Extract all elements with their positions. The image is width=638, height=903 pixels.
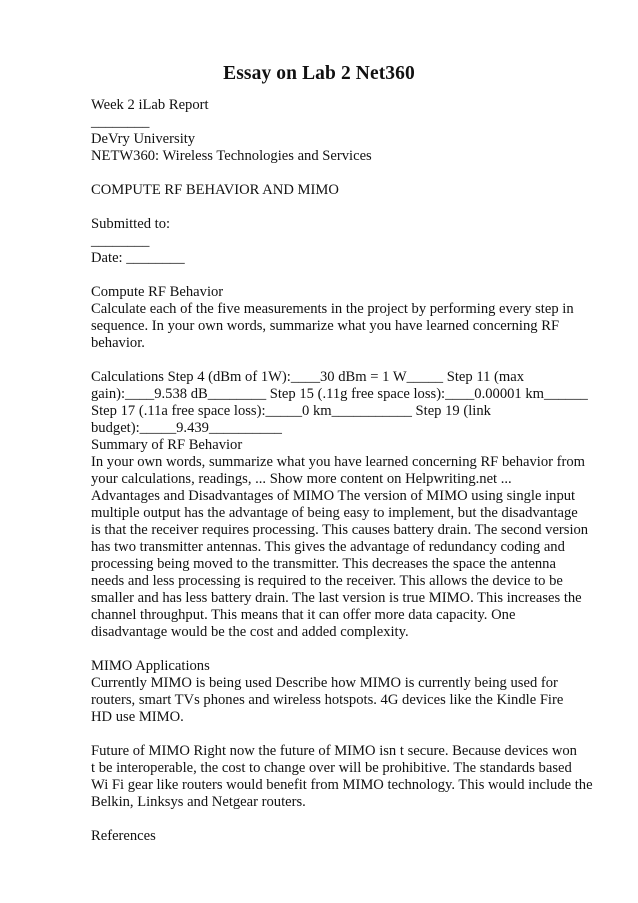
text-line: NETW360: Wireless Technologies and Services xyxy=(91,148,372,164)
text-line: MIMO Applications xyxy=(91,658,210,674)
text-line: ________ xyxy=(91,233,150,249)
text-line: needs and less processing is required to the receiver. This allows the device to be xyxy=(91,573,563,589)
text-line: Compute RF Behavior xyxy=(91,284,224,300)
text-line: In your own words, summarize what you have learned concerning RF behavior from xyxy=(91,454,586,470)
text-line: t be interoperable, the cost to change over will be prohibitive. The standards based xyxy=(91,760,572,776)
text-line: smaller and has less battery drain. The last version is true MIMO. This increases the xyxy=(91,590,582,606)
text-line: disadvantage would be the cost and added complexity. xyxy=(91,624,409,640)
text-line: has two transmitter antennas. This gives the advantage of redundancy coding and xyxy=(91,539,565,555)
text-line: Date: ________ xyxy=(91,250,185,266)
text-line: Calculate each of the five measurements in the project by performing every step in xyxy=(91,301,574,317)
text-line: multiple output has the advantage of being easy to implement, but the disadvantage xyxy=(91,505,578,521)
text-line: Belkin, Linksys and Netgear routers. xyxy=(91,794,306,810)
document-title: Essay on Lab 2 Net360 xyxy=(223,63,415,84)
text-line: References xyxy=(91,828,156,844)
text-line: HD use MIMO. xyxy=(91,709,184,725)
text-line: sequence. In your own words, summarize what you have learned concerning RF xyxy=(91,318,560,334)
text-line: ________ xyxy=(91,114,150,130)
text-line: Calculations Step 4 (dBm of 1W):____30 dBm = 1 W_____ Step 11 (max xyxy=(91,369,525,385)
text-line: Wi Fi gear like routers would benefit from MIMO technology. This would include the xyxy=(91,777,593,793)
text-line: gain):____9.538 dB________ Step 15 (.11g free space loss):____0.00001 km______ xyxy=(91,386,588,402)
text-line: Currently MIMO is being used Describe how MIMO is currently being used for xyxy=(91,675,558,691)
text-line: DeVry University xyxy=(91,131,196,147)
text-line: Week 2 iLab Report xyxy=(91,97,209,113)
text-line: is that the receiver requires processing. This causes battery drain. The second version xyxy=(91,522,589,538)
text-line: processing being moved to the transmitter. This decreases the space the antenna xyxy=(91,556,556,572)
text-line: Future of MIMO Right now the future of MIMO isn t secure. Because devices won xyxy=(91,743,577,759)
text-line: behavior. xyxy=(91,335,145,351)
text-line: Advantages and Disadvantages of MIMO The version of MIMO using single input xyxy=(91,488,576,504)
text-line: Submitted to: xyxy=(91,216,171,232)
text-line: Summary of RF Behavior xyxy=(91,437,243,453)
text-line: Step 17 (.11a free space loss):_____0 km___________ Step 19 (link xyxy=(91,403,491,419)
text-line: COMPUTE RF BEHAVIOR AND MIMO xyxy=(91,182,339,198)
text-line: budget):_____9.439__________ xyxy=(91,420,282,436)
text-line: routers, smart TVs phones and wireless hotspots. 4G devices like the Kindle Fire xyxy=(91,692,564,708)
text-line: your calculations, readings, ... Show more content on Helpwriting.net ... xyxy=(91,471,512,487)
text-line: channel throughput. This means that it can offer more data capacity. One xyxy=(91,607,516,623)
